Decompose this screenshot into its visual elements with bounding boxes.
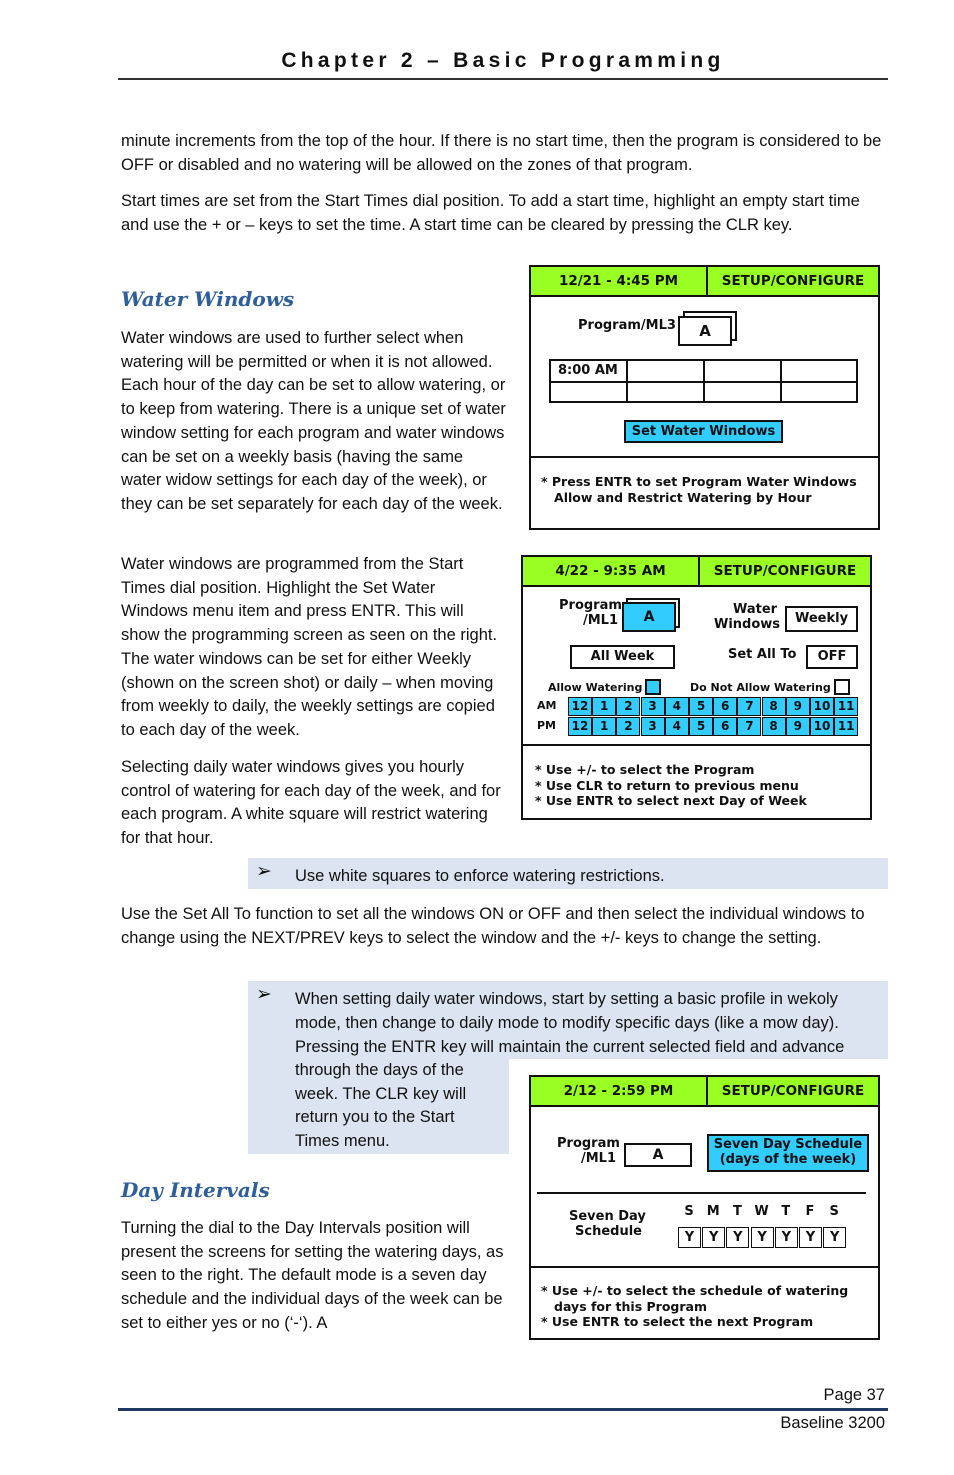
hour-cell[interactable]: 2: [616, 697, 640, 716]
water-windows-paragraph-3: Selecting daily water windows gives you hourly control of watering for each day of the week, and for each program. A white square will restrict watering for that hour.: [121, 758, 501, 848]
hour-cell[interactable]: 1: [592, 697, 616, 716]
screen-datetime: 4/22 - 9:35 AM: [555, 563, 666, 579]
screen-day-intervals: [529, 1075, 880, 1340]
day-selector[interactable]: All Week: [570, 645, 675, 669]
day-value-cell[interactable]: Y: [799, 1227, 822, 1248]
hour-cell[interactable]: 3: [641, 697, 665, 716]
allow-watering-swatch: [645, 679, 661, 695]
program-sublabel: /ML1: [581, 1151, 617, 1166]
hour-cell[interactable]: 12: [568, 717, 592, 736]
section-separator: [537, 1192, 866, 1194]
screen-help-note: * Press ENTR to set Program Water Windows Allow and Restrict Watering by Hour: [541, 474, 857, 505]
water-windows-paragraph-2: Water windows are programmed from the Start Times dial position. Highlight the Set Water Windows menu item and press ENTR. This will show the programming screen as seen on the right. The water windows can be set for either Weekly (shown on the screen shot) or daily – when moving from weekly to daily, the weekly settings are copied to each day of the week.: [121, 555, 498, 739]
screen-datetime: 2/12 - 2:59 PM: [563, 1083, 674, 1099]
hour-cell[interactable]: 6: [713, 697, 737, 716]
screen-datetime: 12/21 - 4:45 PM: [558, 273, 679, 289]
screen-help-note: * Use +/- to select the schedule of watering days for this Program * Use ENTR to select the next Program: [541, 1283, 849, 1329]
pm-label: PM: [537, 719, 557, 732]
hour-cell[interactable]: 3: [641, 717, 665, 736]
hour-cell[interactable]: 4: [665, 697, 689, 716]
screen-water-windows: [521, 555, 872, 820]
day-value-cell[interactable]: Y: [775, 1227, 798, 1248]
screen-separator: [531, 1266, 878, 1268]
day-header: M: [706, 1204, 720, 1219]
grid-vline: [780, 359, 782, 403]
set-all-label: Set All To: [728, 647, 797, 662]
tip-2-line-2: mode, then change to daily mode to modify specific days (like a mow day).: [295, 1014, 839, 1032]
program-label: Program: [559, 598, 622, 613]
page-number: Page 37: [823, 1386, 885, 1404]
schedule-mode-line-2: (days of the week): [719, 1152, 857, 1167]
arrow-icon: ➢: [256, 984, 272, 1005]
intro-paragraph-2: Start times are set from the Start Times dial position. To add a start time, highlight an empty start time and use the + or – keys to set the time. A start time can be cleared by pressing the CLR key.: [121, 192, 860, 234]
water-windows-paragraph-1: Water windows are used to further select when watering will be permitted or when it is not allowed. Each hour of the day can be set to allow watering, or to keep from watering. There is a unique set of water window setting for each program and water windows can be set on a weekly basis (having the same water widow settings for each day of the week), or they can be set separately for each day of the week.: [121, 329, 506, 513]
hour-cell[interactable]: 5: [689, 697, 713, 716]
screen-mode: SETUP/CONFIGURE: [721, 273, 865, 289]
set-water-windows-menu-item[interactable]: Set Water Windows: [624, 420, 783, 443]
program-label: Program: [557, 1136, 620, 1151]
day-header: S: [829, 1204, 839, 1219]
hour-cell[interactable]: 7: [737, 717, 761, 736]
day-header: T: [781, 1204, 791, 1219]
hour-cell[interactable]: 2: [616, 717, 640, 736]
hour-cell[interactable]: 7: [737, 697, 761, 716]
water-windows-mode-selector[interactable]: Weekly: [785, 606, 858, 632]
water-windows-heading: Water Windows: [121, 287, 295, 311]
hour-cell[interactable]: 9: [786, 717, 810, 736]
day-header: S: [684, 1204, 694, 1219]
screen-title-bar: [531, 1077, 878, 1107]
program-sublabel: /ML1: [583, 613, 619, 628]
water-windows-paragraph-4: Use the Set All To function to set all the windows ON or OFF and then select the individual windows to change using the NEXT/PREV keys to select the window and the +/- keys to change the setting.: [121, 905, 865, 947]
schedule-mode-line-1: Seven Day Schedule: [713, 1137, 863, 1152]
day-header: W: [754, 1204, 769, 1219]
day-value-cell[interactable]: Y: [678, 1227, 701, 1248]
screen-separator: [531, 456, 878, 458]
program-selector[interactable]: A: [678, 316, 732, 346]
water-windows-label: Water: [733, 602, 778, 617]
hour-cell[interactable]: 5: [689, 717, 713, 736]
schedule-mode-selector[interactable]: [707, 1134, 869, 1172]
screen-separator: [523, 744, 870, 746]
hour-cell[interactable]: 10: [810, 717, 834, 736]
screen-title-bar: [523, 557, 870, 587]
screen-mode: SETUP/CONFIGURE: [713, 563, 857, 579]
program-label: Program/ML3: [578, 318, 676, 333]
program-selector[interactable]: A: [622, 602, 676, 632]
day-value-cell[interactable]: Y: [823, 1227, 846, 1248]
allow-watering-label: Allow Watering: [548, 681, 643, 694]
arrow-icon: ➢: [256, 861, 272, 882]
deny-watering-swatch: [834, 679, 850, 695]
grid-vline: [703, 359, 705, 403]
screen-title-bar: [531, 267, 878, 297]
water-windows-sublabel: Windows: [714, 617, 781, 632]
hour-cell[interactable]: 9: [786, 697, 810, 716]
hour-cell[interactable]: 8: [762, 717, 786, 736]
day-value-cell[interactable]: Y: [751, 1227, 774, 1248]
grid-vline: [626, 359, 628, 403]
tip-2-line-3: Pressing the ENTR key will maintain the current selected field and advance: [295, 1038, 845, 1056]
start-time-1[interactable]: 8:00 AM: [558, 363, 618, 378]
program-selector[interactable]: A: [624, 1143, 692, 1167]
day-value-cell[interactable]: Y: [726, 1227, 749, 1248]
day-intervals-paragraph: Turning the dial to the Day Intervals position will present the screens for setting the watering days, as seen to the right. The default mode is a seven day schedule and the individual days of the week can be set to either yes or no (‘-‘). A: [121, 1219, 504, 1332]
screen-set-water-windows: [529, 265, 880, 530]
hour-cell[interactable]: 11: [834, 697, 858, 716]
tip-1-text: Use white squares to enforce watering restrictions.: [295, 867, 665, 885]
deny-watering-label: Do Not Allow Watering: [690, 681, 831, 694]
hour-cell[interactable]: 8: [762, 697, 786, 716]
footer-rule: [118, 1408, 888, 1411]
tip-2-line-1: When setting daily water windows, start by setting a basic profile in wekoly: [295, 990, 838, 1008]
hour-cell[interactable]: 12: [568, 697, 592, 716]
day-header: T: [732, 1204, 742, 1219]
intro-paragraph-1: minute increments from the top of the hour. If there is no start time, then the program is considered to be OFF or disabled and no watering will be allowed on the zones of that program.: [121, 132, 882, 174]
hour-cell[interactable]: 10: [810, 697, 834, 716]
day-value-cell[interactable]: Y: [702, 1227, 725, 1248]
day-intervals-heading: Day Intervals: [121, 1178, 270, 1202]
product-name: Baseline 3200: [780, 1414, 885, 1432]
screen-help-note: * Use +/- to select the Program * Use CLR to return to previous menu * Use ENTR to select next Day of Week: [535, 762, 807, 808]
chapter-title: Chapter 2 – Basic Programming: [281, 49, 725, 72]
schedule-sublabel: Schedule: [575, 1224, 642, 1239]
hour-cell[interactable]: 4: [665, 717, 689, 736]
header-rule: [118, 78, 888, 80]
day-header: F: [805, 1204, 815, 1219]
screen-mode: SETUP/CONFIGURE: [721, 1083, 865, 1099]
hour-cell[interactable]: 6: [713, 717, 737, 736]
set-all-selector[interactable]: OFF: [806, 645, 858, 669]
am-label: AM: [537, 699, 557, 712]
tip-2-rest: through the days of the week. The CLR key will return you to the Start Times menu.: [295, 1061, 467, 1151]
hour-cell[interactable]: 1: [592, 717, 616, 736]
schedule-label: Seven Day: [569, 1209, 646, 1224]
hour-cell[interactable]: 11: [834, 717, 858, 736]
